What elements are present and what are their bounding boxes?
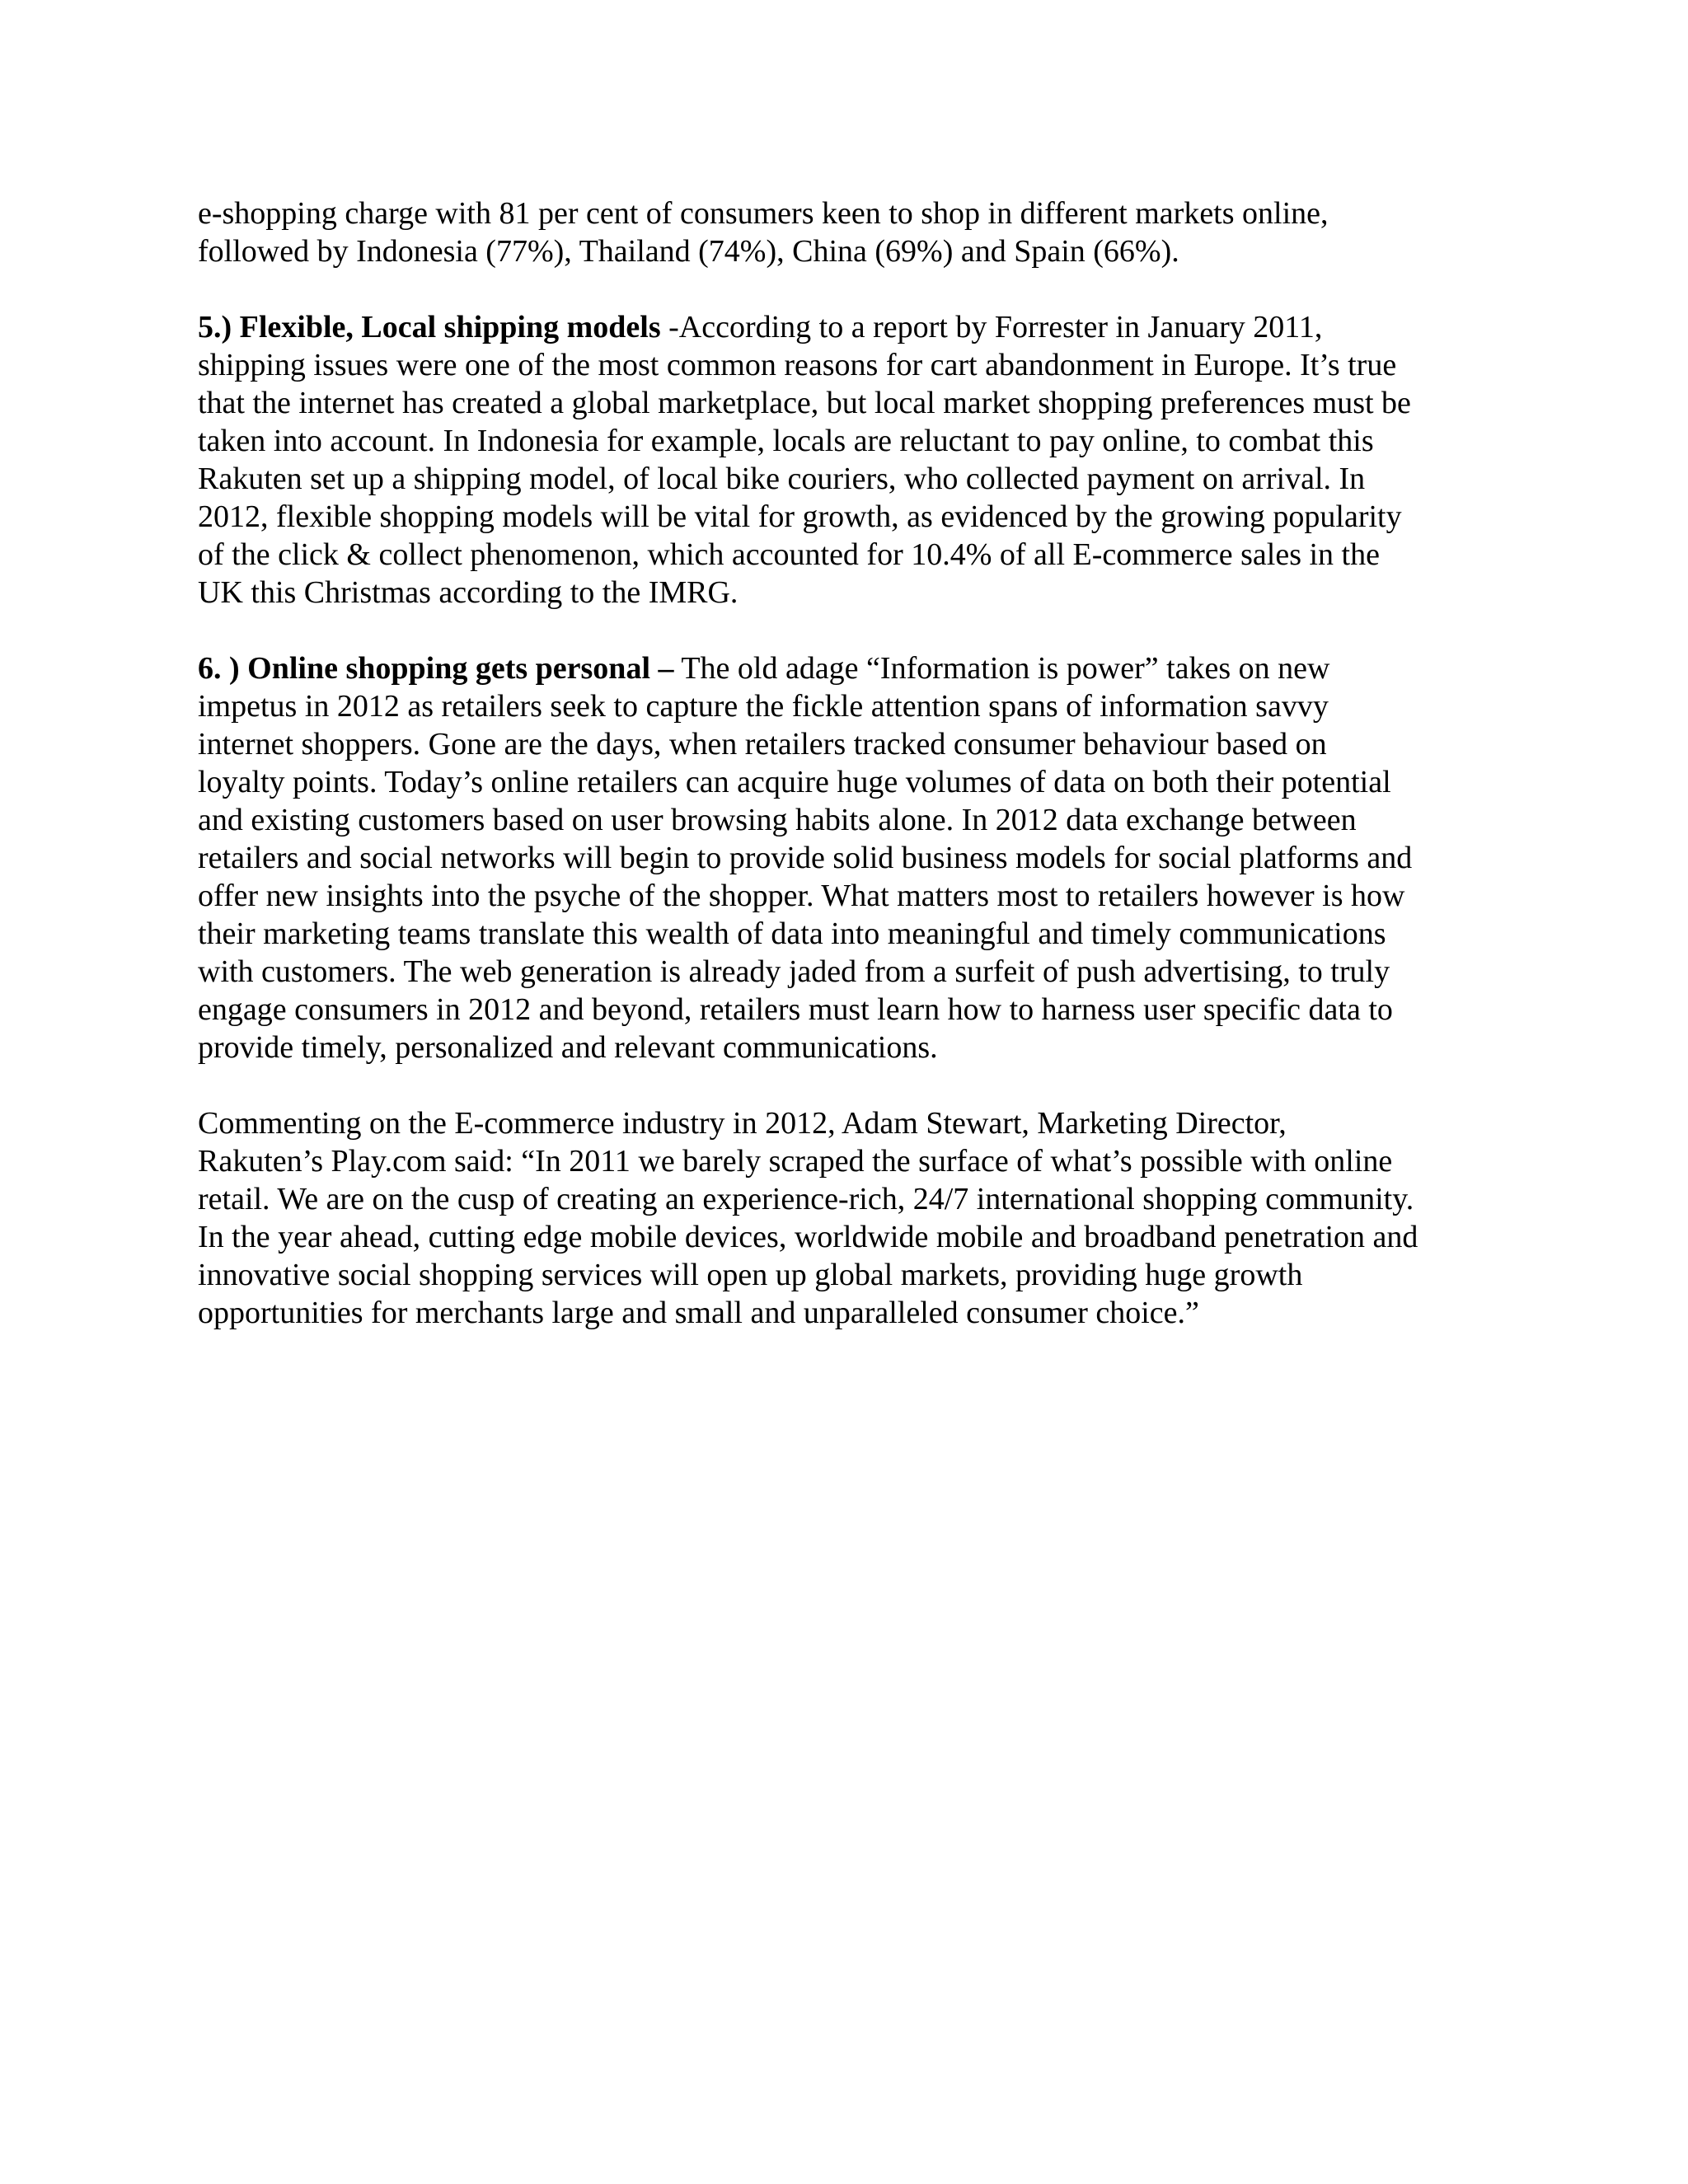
text-line: that the internet has created a global marketplace, but local market shopping preferences must be: [198, 386, 1411, 420]
text-line: retail. We are on the cusp of creating an experience-rich, 24/7 international shopping community.: [198, 1182, 1414, 1216]
intro-paragraph: [198, 194, 1517, 270]
text-line: taken into account. In Indonesia for example, locals are reluctant to pay online, to combat this: [198, 424, 1374, 458]
text-line: loyalty points. Today’s online retailers can acquire huge volumes of data on both their potential: [198, 765, 1391, 799]
text-line: of the click & collect phenomenon, which accounted for 10.4% of all E-commerce sales in the: [198, 537, 1380, 572]
text-line: provide timely, personalized and relevant communications.: [198, 1030, 938, 1065]
section-6-first-line: The old adage “Information is power” takes on new: [673, 651, 1330, 686]
text-line: with customers. The web generation is already jaded from a surfeit of push advertising, to truly: [198, 954, 1390, 989]
text-line: UK this Christmas according to the IMRG.: [198, 575, 738, 610]
text-line: their marketing teams translate this wealth of data into meaningful and timely communications: [198, 916, 1386, 951]
section-6-heading: 6. ) Online shopping gets personal –: [198, 651, 674, 686]
document-page: [198, 194, 1517, 1370]
section-6-paragraph: [198, 649, 1517, 1066]
section-5-paragraph: [198, 308, 1517, 612]
text-line: [198, 308, 1517, 346]
text-line: internet shoppers. Gone are the days, when retailers tracked consumer behaviour based on: [198, 727, 1327, 762]
text-line: opportunities for merchants large and small and unparalleled consumer choice.”: [198, 1296, 1199, 1330]
text-line: 2012, flexible shopping models will be vital for growth, as evidenced by the growing popularity: [198, 499, 1402, 534]
text-line: e-shopping charge with 81 per cent of consumers keen to shop in different markets online,: [198, 196, 1329, 231]
text-line: Rakuten’s Play.com said: “In 2011 we barely scraped the surface of what’s possible with online: [198, 1144, 1393, 1179]
closing-paragraph: [198, 1104, 1517, 1332]
text-line: In the year ahead, cutting edge mobile devices, worldwide mobile and broadband penetration and: [198, 1220, 1418, 1254]
text-line: Rakuten set up a shipping model, of local bike couriers, who collected payment on arrival. In: [198, 462, 1366, 496]
text-line: engage consumers in 2012 and beyond, retailers must learn how to harness user specific data to: [198, 992, 1393, 1027]
text-line: followed by Indonesia (77%), Thailand (74%), China (69%) and Spain (66%).: [198, 234, 1179, 269]
section-5-heading: 5.) Flexible, Local shipping models: [198, 310, 661, 344]
text-line: impetus in 2012 as retailers seek to capture the fickle attention spans of information savvy: [198, 689, 1329, 724]
section-5-first-line: -According to a report by Forrester in January 2011,: [660, 310, 1323, 344]
text-line: retailers and social networks will begin to provide solid business models for social platforms and: [198, 841, 1413, 875]
text-line: [198, 649, 1517, 687]
text-line: offer new insights into the psyche of the shopper. What matters most to retailers however is how: [198, 879, 1405, 913]
text-line: Commenting on the E-commerce industry in 2012, Adam Stewart, Marketing Director,: [198, 1106, 1287, 1141]
text-line: shipping issues were one of the most common reasons for cart abandonment in Europe. It’s true: [198, 348, 1397, 382]
text-line: and existing customers based on user browsing habits alone. In 2012 data exchange between: [198, 803, 1357, 837]
text-line: innovative social shopping services will open up global markets, providing huge growth: [198, 1258, 1303, 1292]
